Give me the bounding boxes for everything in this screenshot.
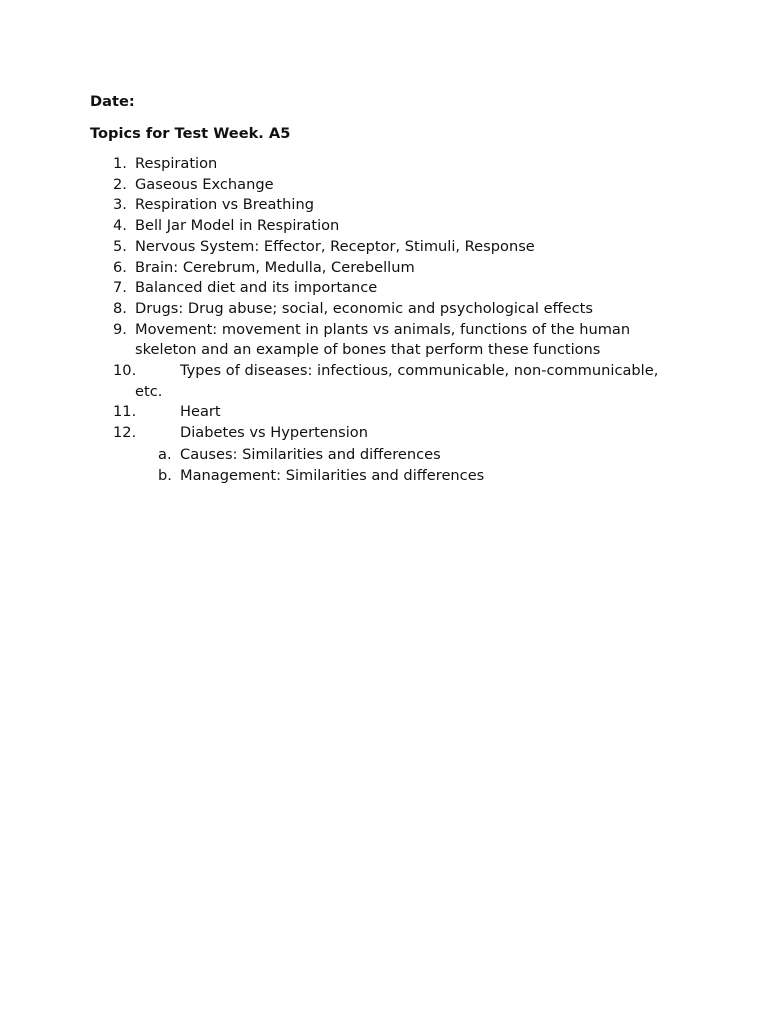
list-item	[90, 320, 690, 361]
list-item	[90, 402, 690, 423]
list-item-number: 3.	[113, 196, 127, 214]
list-item-text: Drugs: Drug abuse; social, economic and psychological effects	[135, 299, 593, 317]
list-item	[90, 361, 690, 402]
list-item	[90, 278, 690, 299]
document-title: Topics for Test Week. A5	[90, 125, 291, 142]
list-item	[90, 423, 690, 486]
list-item-number: 9.	[113, 320, 127, 338]
list-item	[90, 258, 690, 279]
list-item-text: Respiration	[135, 155, 218, 172]
list-item	[90, 154, 690, 175]
sub-list-item	[135, 465, 690, 486]
list-item-number: 5.	[113, 237, 127, 255]
list-item-text: Heart	[180, 403, 221, 421]
list-item-text: Brain: Cerebrum, Medulla, Cerebellum	[135, 258, 415, 276]
sub-list-item-text: Causes: Similarities and differences	[180, 445, 441, 463]
list-item-text: Gaseous Exchange	[135, 175, 274, 193]
date-label: Date:	[90, 93, 135, 110]
sub-list-item-text: Management: Similarities and differences	[180, 466, 485, 484]
list-item-number: 11.	[113, 403, 137, 421]
list-item-text: Respiration vs Breathing	[135, 196, 314, 214]
list-item	[90, 195, 690, 216]
list-item-number: 12.	[113, 424, 137, 442]
list-item-number: 8.	[113, 299, 127, 317]
list-item	[90, 216, 690, 237]
subtopic-list	[135, 444, 690, 486]
list-item-text: Diabetes vs Hypertension	[180, 424, 368, 442]
list-item	[90, 175, 690, 196]
list-item-text: Types of diseases: infectious, communicable, non-communicable, etc.	[135, 362, 659, 400]
topic-list	[90, 154, 690, 486]
sub-list-item	[135, 444, 690, 465]
list-item-text: Balanced diet and its importance	[135, 279, 378, 297]
list-item-number: 2.	[113, 175, 127, 193]
list-item-number: 10.	[113, 362, 137, 380]
list-item-text: Movement: movement in plants vs animals, functions of the human skeleton and an example of bones that perform these functions	[135, 320, 631, 359]
list-item-number: 1.	[113, 155, 127, 172]
list-item-number: 4.	[113, 217, 127, 235]
sub-list-item-letter: a.	[158, 445, 172, 463]
list-item-text: Bell Jar Model in Respiration	[135, 217, 340, 235]
list-item-number: 6.	[113, 258, 127, 276]
list-item	[90, 237, 690, 258]
list-item	[90, 299, 690, 320]
sub-list-item-letter: b.	[158, 466, 172, 484]
list-item-text: Nervous System: Effector, Receptor, Stimuli, Response	[135, 237, 535, 255]
list-item-number: 7.	[113, 279, 127, 297]
